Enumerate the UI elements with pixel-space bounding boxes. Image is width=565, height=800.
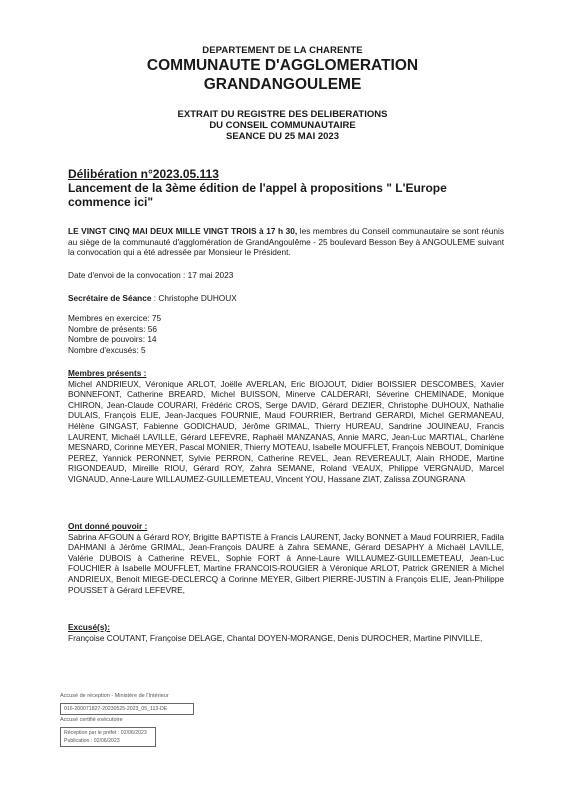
extract-line-3: SEANCE DU 25 MAI 2023 xyxy=(226,131,339,142)
secretary-line xyxy=(68,293,504,304)
organization-name-line1: COMMUNAUTE D'AGGLOMERATION xyxy=(146,57,419,74)
convocation-date: Date d'envoi de la convocation : 17 mai 2023 xyxy=(68,270,234,280)
receipt-title: Accusé de réception - Ministère de l'Intérieur xyxy=(60,693,169,699)
excuses-list: Françoise COUTANT, Françoise DELAGE, Chantal DOYEN-MORANGE, Denis DUROCHER, Martine PINVILLE, xyxy=(68,632,483,643)
extract-line-2: DU CONSEIL COMMUNAUTAIRE xyxy=(209,120,356,131)
intro-lead: LE VINGT CINQ MAI DEUX MILLE VINGT TROIS à 17 h 30, xyxy=(68,226,298,236)
excuses-title: Excusé(s): xyxy=(68,622,110,632)
presents-section xyxy=(68,368,504,485)
receipt-id: 016-200071827-20230525-2023_05_113-DE xyxy=(64,706,168,712)
count-pouvoirs: Nombre de pouvoirs: 14 xyxy=(68,334,157,345)
receipt-id-box xyxy=(60,703,194,715)
presents-list: Michel ANDRIEUX, Véronique ARLOT, Joëlle AVERLAN, Eric BIOJOUT, Didier BOISSIER DESCOMBES, Xavier BONNEFONT, Catherine BREARD, Michel BUISSON, Minerve CALDERARI, Séverine CHEMINADE, Monique CHIRON, Jean-Claude COURARI, Frédéric CROS, Serge DAVID, Gérard DEZIER, Christophe DUHOUX, Nathalie DULAIS, François ELIE, Jean-Jacques FOURNIE, Maud FOURRIER, Bertrand GERARDI, Michel GERMANEAU, Hélène GINGAST, Fabienne GODICHAUD, Jérôme GRIMAL, Thierry HUREAU, Sandrine JOUINEAU, Francis LAURENT, Michaël LAVILLE, Gérard LEFEVRE, Raphaël MANZANAS, Annie MARC, Jean-Luc MARTIAL, Charlène MESNARD, Corinne MEYER, Pascal MONIER, Thierry MOTEAU, Isabelle MOUFFLET, François NEBOUT, Dominique PEREZ, Yannick PERONNET, Sylvie PERRON, Catherine REVEL, Jean REVEREAULT, Alain RHODE, Martine RIGONDEAUD, Mireille RIOU, Gérard ROY, Zahra SEMANE, Roland VEAUX, Philippe VERGNAUD, Marcel VIGNAUD, Anne-Laure WILLAUMEZ-GUILLEMETEAU, Vincent YOU, Hassane ZIAT, Zalissa ZOUNGRANA xyxy=(68,378,504,484)
secretary-label: Secrétaire de Séance xyxy=(68,293,152,303)
extract-line-1: EXTRAIT DU REGISTRE DES DELIBERATIONS xyxy=(177,109,388,120)
reception-box xyxy=(60,727,156,747)
count-excuses: Nombre d'excusés: 5 xyxy=(68,344,146,355)
count-exercice: Membres en exercice: 75 xyxy=(68,313,162,323)
pouvoirs-section xyxy=(68,521,504,595)
intro-rest: les membres du Conseil communautaire se sont réunis au siège de la communauté d'agglomération de GrandAngoulême - 25 boulevard Besson Bey à ANGOULEME suivant la convocation qui a été adressée par Monsieur le Président. xyxy=(68,226,504,258)
register-extract-heading xyxy=(0,109,565,142)
deliberation-number: Délibération n°2023.05.113 xyxy=(68,167,219,181)
secretary-value: : Christophe DUHOUX xyxy=(153,293,237,303)
publication-date: Publication : 02/06/2023 xyxy=(64,738,120,744)
reception-date: Réception par le préfet : 02/06/2023 xyxy=(64,730,147,736)
pouvoirs-title: Ont donné pouvoir : xyxy=(68,521,148,531)
exec-title: Accusé certifié exécutoire xyxy=(60,717,123,723)
count-presents: Nombre de présents: 56 xyxy=(68,323,158,334)
department-name: DEPARTEMENT DE LA CHARENTE xyxy=(202,45,363,56)
intro-paragraph xyxy=(68,226,504,258)
deliberation-heading xyxy=(68,167,508,209)
pouvoirs-list: Sabrina AFGOUN à Gérard ROY, Brigitte BAPTISTE à Francis LAURENT, Jacky BONNET à Maud FOURRIER, Fadila DAHMANI à Jérôme GRIMAL, Jean-François DAURE à Zahra SEMANE, Gérard DESAPHY à Michaël LAVILLE, Valérie DUBOIS à Catherine REVEL, Sophie FORT à Anne-Laure WILLAUMEZ-GUILLEMETEAU, Jean-Luc FOUCHIER à Isabelle MOUFFLET, Martine FRANCOIS-ROUGIER à Véronique ARLOT, Patrick GRENIER à Michel ANDRIEUX, Benoit MIEGE-DECLERCQ à Corinne MEYER, Gilbert PIERRE-JUSTIN à François ELIE, Jean-Philippe POUSSET à Gérard LEFEVRE, xyxy=(68,531,504,595)
deliberation-title: Lancement de la 3ème édition de l'appel à propositions " L'Europe commence ici" xyxy=(68,181,447,209)
member-counts xyxy=(68,313,504,355)
excuses-section xyxy=(68,622,504,643)
organization-name-line2: GRANDANGOULEME xyxy=(203,76,362,93)
document-header xyxy=(0,45,565,94)
presents-title: Membres présents : xyxy=(68,368,147,378)
